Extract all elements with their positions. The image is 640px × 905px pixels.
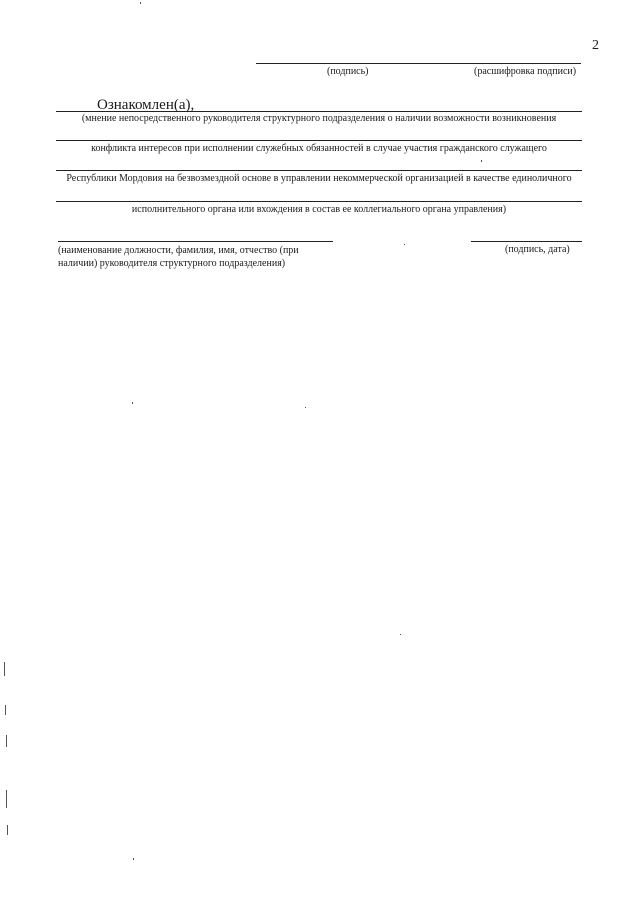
signature-line — [256, 63, 581, 64]
signature-decoding-label: (расшифровка подписи) — [474, 66, 577, 77]
manager-signature-date-label: (подпись, дата) — [505, 244, 570, 255]
opinion-caption-line-4: исполнительного органа или вхождения в состав ее коллегиального органа управления) — [131, 204, 507, 215]
opinion-caption-line-2: конфликта интересов при исполнении служебных обязанностей в случае участия гражданского служащего — [91, 143, 547, 154]
page-number: 2 — [592, 38, 599, 53]
opinion-rule-1 — [56, 111, 582, 112]
opinion-caption-line-3: Республики Мордовия на безвозмездной основе в управлении некоммерческой организацией в качестве единоличного — [66, 173, 572, 184]
opinion-caption-line-1: (мнение непосредственного руководителя структурного подразделения о наличии возможности возникновения — [81, 113, 557, 124]
manager-signature-line — [471, 241, 582, 242]
opinion-rule-4 — [56, 201, 582, 202]
manager-name-caption-line-2: наличии) руководителя структурного подразделения) — [58, 258, 286, 269]
signature-label: (подпись) — [327, 66, 369, 77]
scan-speck — [481, 160, 482, 162]
scan-speck — [132, 402, 133, 404]
scan-speck — [6, 790, 7, 808]
scan-speck — [7, 825, 8, 835]
scan-speck — [305, 407, 306, 408]
manager-name-line — [58, 241, 333, 242]
scan-speck — [5, 705, 6, 715]
acknowledged-heading: Ознакомлен(а), — [97, 97, 195, 113]
scan-speck — [400, 634, 401, 635]
scan-speck — [133, 858, 134, 860]
scan-speck — [4, 662, 5, 676]
opinion-rule-3 — [56, 170, 582, 171]
opinion-rule-2 — [56, 140, 582, 141]
scan-speck — [140, 2, 141, 4]
scan-speck — [6, 735, 7, 747]
scan-speck — [404, 244, 405, 245]
manager-name-caption-line-1: (наименование должности, фамилия, имя, отчество (при — [58, 245, 299, 256]
